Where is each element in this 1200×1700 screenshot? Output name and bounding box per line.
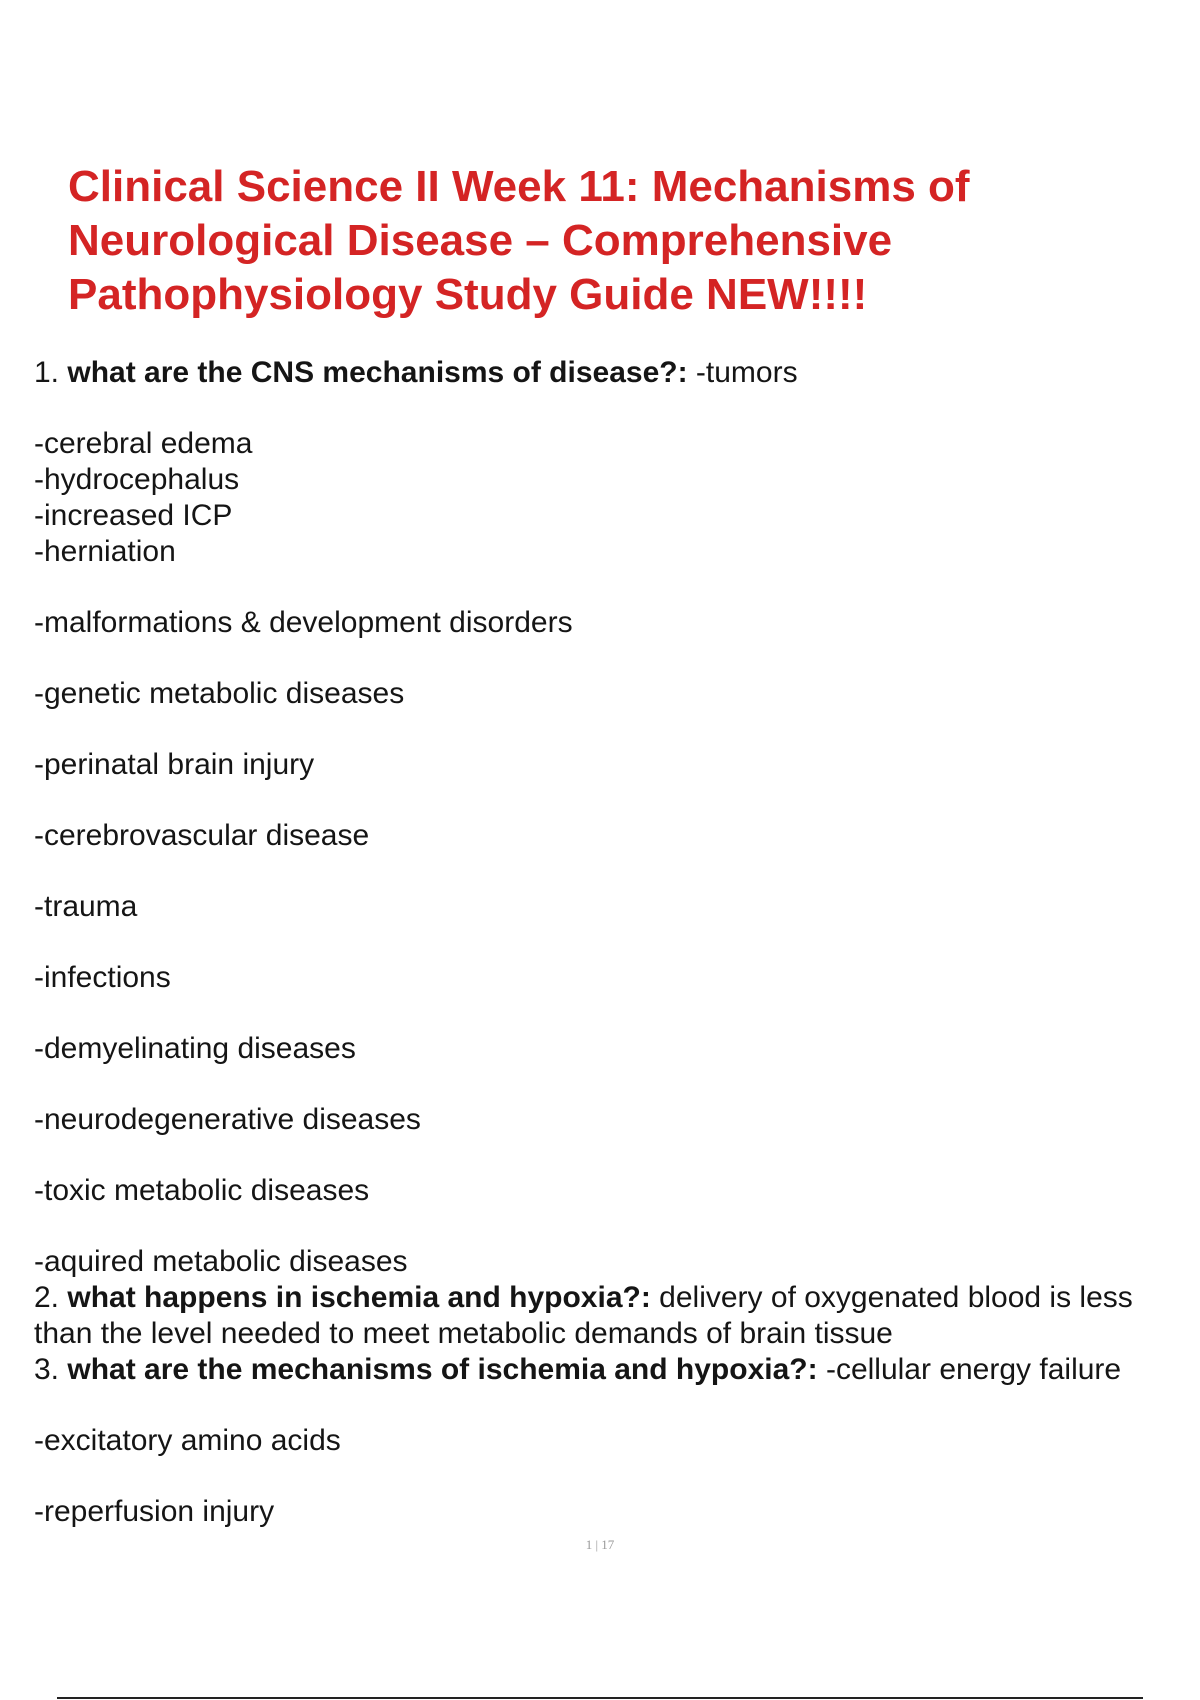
list-item: -demyelinating diseases bbox=[34, 1032, 356, 1065]
list-item: -toxic metabolic diseases bbox=[34, 1174, 370, 1207]
list-item: -excitatory amino acids bbox=[34, 1424, 341, 1457]
list-item: -cerebrovascular disease bbox=[34, 819, 370, 852]
answer-text: -tumors bbox=[695, 356, 798, 389]
question-2 bbox=[34, 1280, 1194, 1352]
answer-text: delivery of oxygenated blood is less than the level needed to meet metabolic demands of brain tissue bbox=[34, 1281, 1133, 1350]
document-body bbox=[34, 355, 1194, 1530]
question-text: what are the CNS mechanisms of disease?: bbox=[67, 356, 688, 389]
question-number: 1. bbox=[34, 356, 60, 389]
document-title: Clinical Science II Week 11: Mechanisms of Neurological Disease – Comprehensive Pathophysiology Study Guide NEW!!!! bbox=[68, 162, 970, 319]
list-item: -genetic metabolic diseases bbox=[34, 677, 405, 710]
list-item: -herniation bbox=[34, 535, 176, 568]
list-item: -increased ICP bbox=[34, 499, 233, 532]
question-number: 3. bbox=[34, 1353, 60, 1386]
bottom-divider bbox=[57, 1697, 1143, 1699]
list-item: -cerebral edema bbox=[34, 427, 253, 460]
question-number: 2. bbox=[34, 1281, 60, 1314]
list-item: -malformations & development disorders bbox=[34, 606, 573, 639]
list-item: -reperfusion injury bbox=[34, 1495, 275, 1528]
question-text: what happens in ischemia and hypoxia?: bbox=[67, 1281, 651, 1314]
question-1 bbox=[34, 355, 1194, 391]
answer-text: -cellular energy failure bbox=[825, 1353, 1122, 1386]
question-3 bbox=[34, 1352, 1194, 1388]
question-text: what are the mechanisms of ischemia and hypoxia?: bbox=[67, 1353, 818, 1386]
list-item: -neurodegenerative diseases bbox=[34, 1103, 421, 1136]
answer-group bbox=[34, 426, 1194, 570]
list-item: -perinatal brain injury bbox=[34, 748, 315, 781]
list-item: -trauma bbox=[34, 890, 138, 923]
list-item: -aquired metabolic diseases bbox=[34, 1245, 408, 1278]
list-item: -infections bbox=[34, 961, 171, 994]
page-indicator: 1 | 17 bbox=[585, 1537, 615, 1552]
list-item: -hydrocephalus bbox=[34, 463, 240, 496]
